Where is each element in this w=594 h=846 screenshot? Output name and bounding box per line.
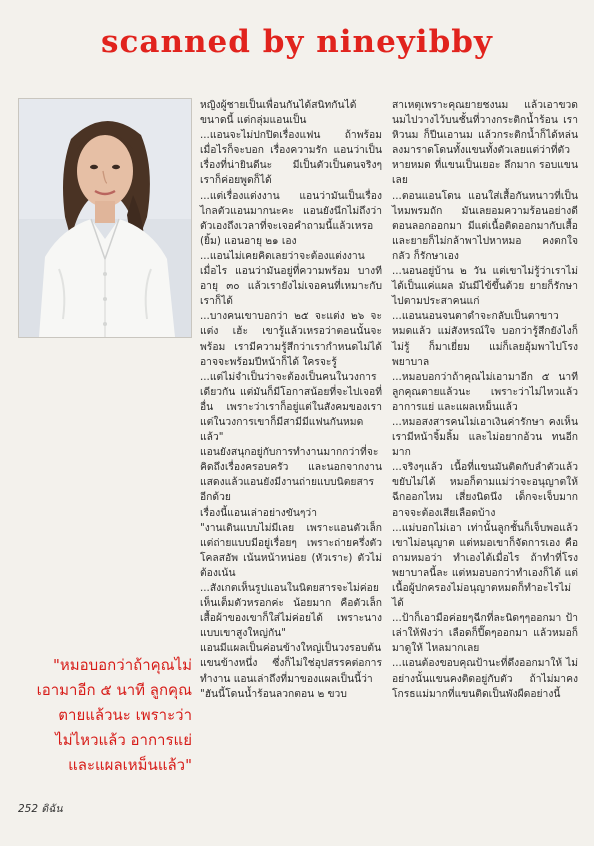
page-folio: 252 ดิฉัน — [18, 803, 63, 815]
pull-quote-line: "หมอบอกว่าถ้าคุณไม่ — [52, 656, 192, 674]
paragraph: ...หมอสงสารคนไม่เอาเงินค่ารักษา คงเห็นเรามีหน้าจิ้มลิ้ม และไม่อยากอ้วน ทนอีกมาก — [392, 415, 578, 459]
paragraph: ...จริงๆแล้ว เนื้อที่แขนมันติดกับลำตัวแล้ว ขยับไม่ได้ หมอก็ตามแม่ว่าจะอนุญาตให้ฉีกออกไหม เสี่ยงนิดนึง เด็กจะเจ็บมาก อาจจะต้องเสียเลือดบ้าง — [392, 461, 578, 519]
pull-quote-line: เอามาอีก ๕ นาที ลูกคุณ — [36, 681, 192, 699]
pull-quote — [22, 653, 192, 778]
paragraph: ...บางคนเขาบอกว่า ๒๕ จะแต่ง ๒๖ จะแต่ง เฮ้ะ เขารู้แล้วเหรอว่าตอนนั้นจะพร้อม เรามีความรู้สึกว่าเรากำหนดไม่ได้ อาจจะพร้อมปีหน้าก็ได้ ใครจะรู้ — [200, 310, 382, 368]
paragraph: "งานเดินแบบไม่มีเลย เพราะแอนตัวเล็ก แต่ถ่ายแบบมีอยู่เรื่อยๆ เพราะถ่ายครึ่งตัว โคลสอัพ เน้นหน้าหน่อย (หัวเราะ) ตัวไม่ต้องเน้น — [200, 521, 382, 579]
article-column-right — [392, 98, 578, 702]
paragraph: "ฮันนี้โดนน้ำร้อนลวกตอน ๒ ขวบ — [200, 687, 347, 700]
paragraph: ...แม่บอกไม่เอา เท่านั้นลูกชั้นก็เจ็บพอแล้ว เขาไม่อนุญาต แต่หมอเขาก็จัดการเอง คือถามหมอว่า ทำเองได้เมื่อไร ถ้าทำที่โรงพยาบาลนี้ละ แต่หมอบอกว่าทำเองก็ได้ แต่เนื้อผู้ปกครองไม่อนุญาตหมดก็ทำอะไรไม่ได้ — [392, 521, 578, 610]
paragraph: ...ตอนแอนโดน แอนใส่เสื้อกันหนาวที่เป็นไหมพรมถัก มันเลยอมความร้อนอย่างดี ตอนลอกออกมา มีแต่เนื้อติดออกมากับเสื้อ และยายก็ไม่กล้าพาไปหาหมอ คงตกใจ กลัว ก็รักษาเอง — [392, 189, 578, 262]
paragraph: ...แต่ไม่จำเป็นว่าจะต้องเป็นคนในวงการเดียวกัน แต่มันก็มีโอกาสน้อยที่จะไปเจอที่อื่น เพราะว่าเราก็อยู่แต่ในสังคมของเรา แต่ในวงการเขาก็มีสามีมีแฟนกันหมดแล้ว" — [200, 370, 382, 444]
paragraph: ...แอนไม่เคยคิดเลยว่าจะต้องแต่งงานเมื่อไร แอนว่ามันอยู่ที่ความพร้อม บางทีอายุ ๓๐ แล้วเรายังไม่เจอคนที่เหมาะกับเราก็ได้ — [200, 249, 382, 308]
paragraph: ...หมอบอกว่าถ้าคุณไม่เอามาอีก ๕ นาที ลูกคุณตายแล้วนะ เพราะว่าไม่ไหวแล้ว อาการแย่ และแผลเหม็นแล้ว — [392, 370, 578, 413]
paragraph: ...นอนอยู่บ้าน ๒ วัน แต่เขาไม่รู้ว่าเราไม่ได้เป็นแค่แผล มันมีไข้ขึ้นด้วย ยายก็รักษาไปตามประสาคนแก่ — [392, 265, 578, 308]
portrait-illustration — [19, 99, 191, 337]
paragraph: แอนยังสนุกอยู่กับการทำงานมากกว่าที่จะคิดถึงเรื่องครอบครัว และนอกจากงานแสดงแล้วแอนยังมีงานถ่ายแบบนิตยสารอีกด้วย — [200, 446, 382, 504]
article-column-middle — [200, 98, 382, 702]
paragraph: ...ป้าก็เอามือค่อยๆฉีกที่ละนิดๆๆออกมา ป้าเล่าให้ฟังว่า เลือดก็ปี๊ดๆออกมา แล้วหมอก็มาดูให้ ไหลมากเลย — [392, 612, 578, 655]
paragraph: ...แอนจะไม่ปกปิดเรื่องแฟน ถ้าพร้อมเมื่อไรก็จะบอก เรื่องความรัก แอนว่าเป็นเรื่องที่น่ายินดีนะ มีเป็นตัวเป็นตนจริงๆ เราก็ค่อยพูดก็ได้ — [200, 129, 382, 187]
paragraph: ...แอนต้องขอบคุณป้านะที่ดึงออกมาให้ ไม่อย่างนั้นแขนคงติดอยู่กับตัว ถ้าไม่มาคงโกรธแม่มากที่แขนติดเป็นพังผืดอย่างนี้ — [392, 657, 578, 700]
pull-quote-line: ไม่ไหวแล้ว อาการแย่ — [55, 731, 192, 749]
scan-watermark: scanned by nineyibby — [101, 24, 493, 60]
paragraph: สาเหตุเพราะคุณยายชงนม แล้วเอาขวดนมไปวางไว้บนชั้นที่วางกระติกน้ำร้อน เราหิวนม ก็ปีนเอานม แล้วกระติกน้ำก็ได้หล่นลงมาราดโดนทั้งแขนทั้งตัวเลยแต่ว่าที่ตัวหายหมด ที่แขนเป็นเยอะ ลึกมาก รอบแขนเลย — [392, 99, 578, 187]
portrait-photo — [18, 98, 192, 338]
paragraph: เรื่องนี้แอนเล่าอย่างขันๆว่า — [200, 506, 317, 519]
pull-quote-line: และแผลเหม็นแล้ว" — [68, 756, 192, 774]
paragraph: หญิงผู้ชายเป็นเพื่อนกันได้สนิทกันได้ขนาดนี้ แต่กลุ่มแอนเป็น — [200, 99, 357, 127]
paragraph: ...แต่เรื่องแต่งงาน แอนว่ามันเป็นเรื่องไกลตัวแอนมากนะคะ แอนยังนึกไม่ถึงว่าตัวเองถึงเวลาที่จะเจอคำถามนี้แล้วเหรอ (ยิ้ม) แอนอายุ ๒๑ เอง — [200, 189, 382, 247]
paragraph: แอนมีแผลเป็นค่อนข้างใหญ่เป็นวงรอบต้นแขนข้างหนึ่ง ซึ่งก็ไม่ใช่อุปสรรคต่อการทำงาน แอนเล่าถึงที่มาของแผลเป็นนี้ว่า — [200, 642, 382, 685]
paragraph: ...สังเกตเห็นรูปแอนในนิตยสารจะไม่ค่อยเห็นเต็มตัวหรอกค่ะ น้อยมาก คือตัวเล็ก เสื้อผ้าของเขาก็ใส่ไม่ค่อยได้ เพราะนางแบบเขาสูงใหญ่กัน" — [200, 582, 382, 640]
pull-quote-line: ตายแล้วนะ เพราะว่า — [58, 706, 192, 724]
paragraph: ...แอนนอนจนตาดำจะกลับเป็นตาขาวหมดแล้ว แม่สังหรณ์ใจ บอกว่ารู้สึกยังไงก็ไม่รู้ ก็มาเยี่ยม แม่ก็เลยอุ้มพาไปโรงพยาบาล — [392, 310, 578, 368]
